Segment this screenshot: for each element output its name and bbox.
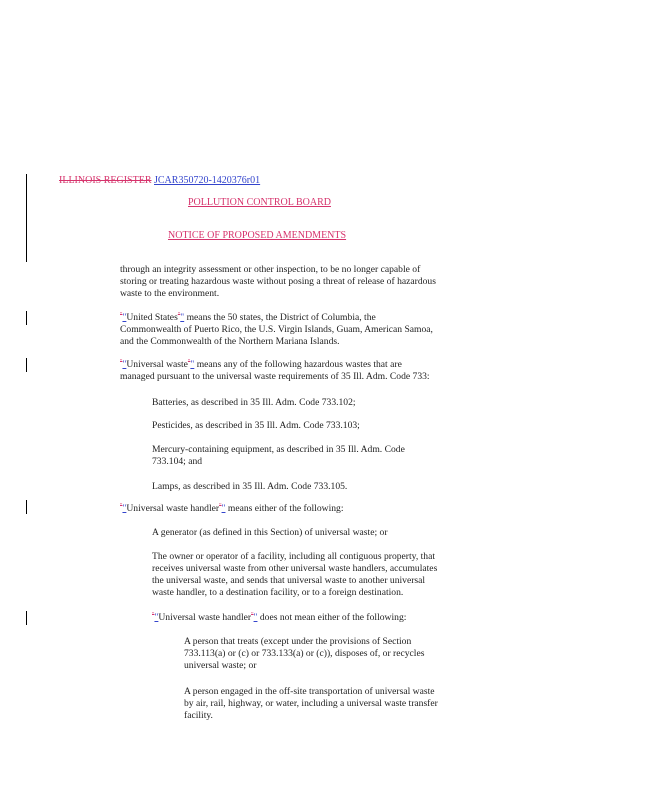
- term-universal-waste-handler-2: Universal waste handler: [158, 612, 252, 623]
- text-line: through an integrity assessment or other inspection, to be no longer capable of: [120, 264, 421, 275]
- text-line: 733.104; and: [152, 456, 203, 467]
- definition-universal-waste-handler: ""Universal waste handler"" means either of the following:: [120, 502, 344, 514]
- text-line: The owner or operator of a facility, including all contiguous property, that: [152, 551, 436, 562]
- quote-deleted-2: ": [177, 311, 181, 318]
- item-pesticides: Pesticides, as described in 35 Ill. Adm. Code 733.103;: [152, 420, 360, 431]
- term-united-states: United States: [126, 312, 178, 323]
- definition-universal-waste: ""Universal waste"" means any of the following hazardous wastes that are managed pursuant to the universal waste requirements of 35 Ill. Adm. Code 733:: [120, 359, 500, 383]
- register-deleted: ILLINOIS REGISTER: [59, 175, 152, 186]
- text-line: storing or treating hazardous waste without posing a threat of release of hazardous: [120, 276, 436, 287]
- text-line: by air, rail, highway, or water, including a universal waste transfer: [184, 698, 438, 709]
- revision-bar-universal-waste: [26, 358, 27, 372]
- item-lamps: Lamps, as described in 35 Ill. Adm. Code 733.105.: [152, 481, 348, 492]
- term-universal-waste-handler: Universal waste handler: [126, 503, 220, 514]
- text-line: universal waste; or: [184, 660, 257, 671]
- item-person-treats: [184, 636, 484, 672]
- text-line: and the Commonwealth of the Northern Mariana Islands.: [120, 336, 340, 347]
- term-universal-waste: Universal waste: [126, 359, 188, 370]
- revision-bar-handler: [26, 500, 27, 514]
- quote-inserted: ": [122, 312, 127, 323]
- register-line: [59, 175, 260, 186]
- quote-deleted: ": [120, 311, 123, 318]
- text-line: the universal waste, and sends that universal waste to another universal: [152, 575, 426, 586]
- notice-title: NOTICE OF PROPOSED AMENDMENTS: [168, 230, 347, 241]
- text-line: managed pursuant to the universal waste requirements of 35 Ill. Adm. Code 733:: [120, 371, 430, 382]
- text-line: waste to the environment.: [120, 288, 220, 299]
- item-batteries: Batteries, as described in 35 Ill. Adm. Code 733.102;: [152, 397, 356, 408]
- item-mercury: [152, 444, 472, 468]
- text-line: Mercury-containing equipment, as described in 35 Ill. Adm. Code: [152, 444, 405, 455]
- text-line: Commonwealth of Puerto Rico, the U.S. Virgin Islands, Guam, American Samoa,: [120, 324, 433, 335]
- revision-bar-united-states: [26, 311, 27, 325]
- item-owner-operator: [152, 551, 492, 599]
- text-line: A person engaged in the off-site transportation of universal waste: [184, 686, 435, 697]
- register-inserted: JCAR350720-1420376r01: [154, 175, 261, 186]
- text-line: waste handler, to a destination facility, or to a foreign destination.: [152, 587, 404, 598]
- item-person-transport: [184, 686, 484, 722]
- board-title: POLLUTION CONTROL BOARD: [188, 197, 331, 208]
- revision-bar-header: [26, 174, 27, 262]
- text-line: facility.: [184, 710, 213, 721]
- text-line: A person that treats (except under the provisions of Section: [184, 636, 412, 647]
- definition-united-states: ""United States"" means the 50 states, the District of Columbia, the Commonwealth of Puerto Rico, the U.S. Virgin Islands, Guam, American Samoa, and the Commonwealth of the Northern Mariana Islands.: [120, 312, 500, 348]
- revision-bar-handler-not: [26, 611, 27, 625]
- quote-inserted-2: ": [180, 312, 185, 323]
- definition-handler-exclusion: ""Universal waste handler"" does not mean either of the following:: [152, 611, 407, 623]
- item-generator: A generator (as defined in this Section) of universal waste; or: [152, 527, 388, 538]
- text-line: 733.113(a) or (c) or 733.133(a) or (c)), disposes of, or recycles: [184, 648, 425, 659]
- paragraph-integrity: [120, 264, 500, 300]
- text-line: receives universal waste from other universal waste handlers, accumulates: [152, 563, 438, 574]
